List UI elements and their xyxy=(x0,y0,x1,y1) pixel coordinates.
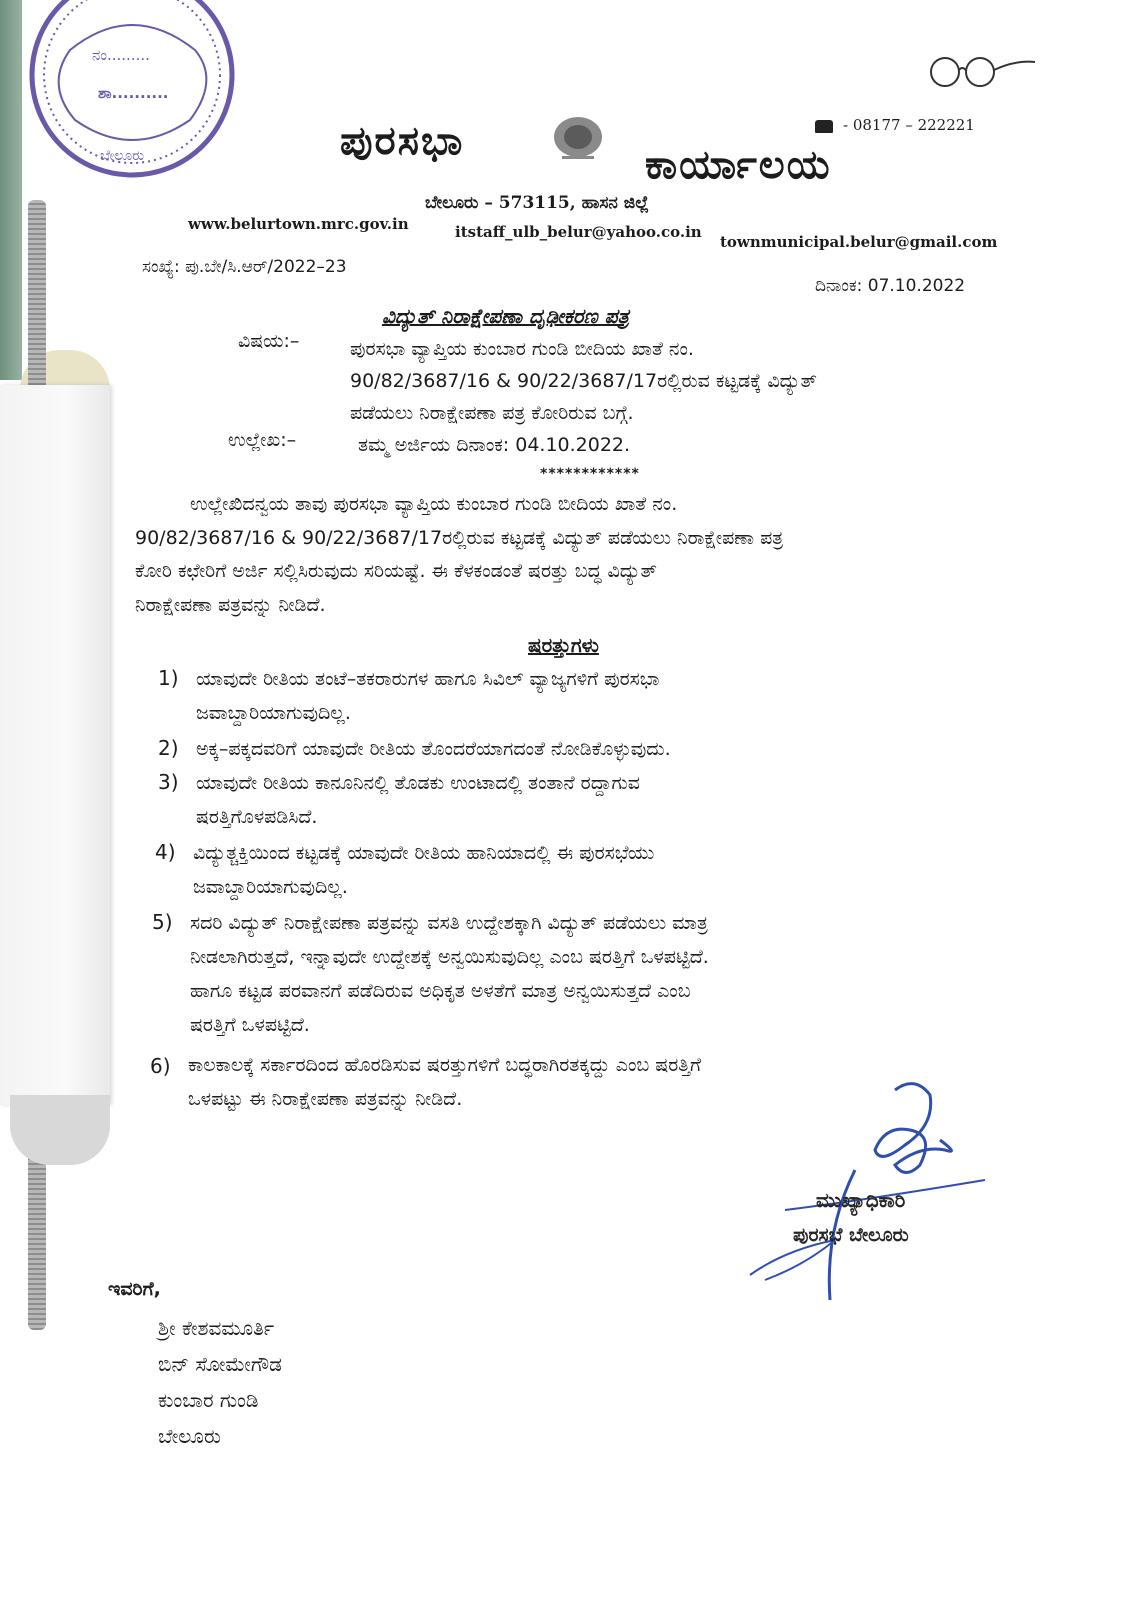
recipient-line: ಬಿನ್ ಸೋಮೇಗೌಡ xyxy=(158,1352,282,1376)
condition-line: ಒಳಪಟ್ಟು ಈ ನಿರಾಕ್ಷೇಪಣಾ ಪತ್ರವನ್ನು ನೀಡಿದೆ. xyxy=(188,1088,463,1110)
office-seal-stamp xyxy=(20,0,245,185)
municipal-emblem-icon xyxy=(548,112,608,162)
condition-line: ಹಾಗೂ ಕಟ್ಟಡ ಪರವಾನಗೆ ಪಡೆದಿರುವ ಅಧಿಕೃತ ಅಳತೆಗೆ ಮಾತ್ರ ಅನ್ವಯಿಸುತ್ತದೆ ಎಂಬ xyxy=(190,980,691,1002)
recipient-label: ಇವರಿಗೆ, xyxy=(108,1278,161,1300)
condition-line: ಕಾಲಕಾಲಕ್ಕೆ ಸರ್ಕಾರದಿಂದ ಹೊರಡಿಸುವ ಷರತ್ತುಗಳಿಗೆ ಬದ್ಧರಾಗಿರತಕ್ಕದ್ದು ಎಂಬ ಷರತ್ತಿಗೆ xyxy=(188,1054,701,1076)
reference-number: ಸಂಖ್ಯೆ: ಪು.ಬೇ/ಸಿ.ಆರ್/2022–23 xyxy=(142,257,347,277)
letter-date: ದಿನಾಂಕ: 07.10.2022 xyxy=(815,276,966,296)
reference-text: ತಮ್ಮ ಅರ್ಜಿಯ ದಿನಾಂಕ: 04.10.2022. xyxy=(358,434,631,456)
condition-number: 2) xyxy=(158,736,179,760)
condition-line: ಅಕ್ಕ–ಪಕ್ಕದವರಿಗೆ ಯಾವುದೇ ರೀತಿಯ ತೊಂದರೆಯಾಗದಂತೆ ನೋಡಿಕೊಳ್ಳುವುದು. xyxy=(196,738,671,760)
spectacles-icon xyxy=(920,50,1040,90)
file-clip-bottom xyxy=(10,1095,110,1165)
condition-line: ನೀಡಲಾಗಿರುತ್ತದೆ, ಇನ್ನಾವುದೇ ಉದ್ದೇಶಕ್ಕೆ ಅನ್ವಯಿಸುವುದಿಲ್ಲ ಎಂಬ ಷರತ್ತಿಗೆ ಒಳಪಟ್ಟಿದೆ. xyxy=(190,946,709,968)
header-website: www.belurtown.mrc.gov.in xyxy=(188,215,409,233)
header-phone: - 08177 – 222221 xyxy=(815,116,975,134)
condition-line: ಜವಾಬ್ದಾರಿಯಾಗುವುದಿಲ್ಲ. xyxy=(193,876,348,898)
condition-line: ಷರತ್ತಿಗೆ ಒಳಪಟ್ಟಿದೆ. xyxy=(190,1014,310,1036)
subject-line: ಪಡೆಯಲು ನಿರಾಕ್ಷೇಪಣಾ ಪತ್ರ ಕೋರಿರುವ ಬಗ್ಗೆ. xyxy=(350,402,634,424)
signatory-designation: ಮುಖ್ಯಾಧಿಕಾರಿ xyxy=(816,1188,906,1212)
header-address: ಬೇಲೂರು – 573115, ಹಾಸನ ಜಿಲ್ಲೆ xyxy=(425,193,649,213)
body-line: 90/82/3687/16 & 90/22/3687/17ರಲ್ಲಿರುವ ಕಟ್ಟಡಕ್ಕೆ ವಿದ್ಯುತ್ ಪಡೆಯಲು ನಿರಾಕ್ಷೇಪಣಾ ಪತ್ರ xyxy=(135,527,784,549)
condition-line: ಜವಾಬ್ದಾರಿಯಾಗುವುದಿಲ್ಲ. xyxy=(196,702,351,724)
body-line: ನಿರಾಕ್ಷೇಪಣಾ ಪತ್ರವನ್ನು ನೀಡಿದೆ. xyxy=(135,594,326,616)
subject-line: ಪುರಸಭಾ ವ್ಯಾಪ್ತಿಯ ಕುಂಬಾರ ಗುಂಡಿ ಬೀದಿಯ ಖಾತೆ ನಂ. xyxy=(350,338,694,360)
condition-number: 5) xyxy=(152,910,173,934)
condition-line: ವಿದ್ಯುತ್ಚಕ್ತಿಯಿಂದ ಕಟ್ಟಡಕ್ಕೆ ಯಾವುದೇ ರೀತಿಯ ಹಾನಿಯಾದಲ್ಲಿ ಈ ಪುರಸಭೆಯು xyxy=(193,842,655,864)
condition-line: ಷರತ್ತಿಗೊಳಪಡಿಸಿದೆ. xyxy=(196,806,318,828)
condition-number: 4) xyxy=(155,840,176,864)
body-line: ಉಲ್ಲೇಖಿದನ್ವಯ ತಾವು ಪುರಸಭಾ ವ್ಯಾಪ್ತಿಯ ಕುಂಬಾರ ಗುಂಡಿ ಬೀದಿಯ ಖಾತೆ ನಂ. xyxy=(190,493,678,515)
svg-text:ನಂ.........: ನಂ......... xyxy=(92,46,150,64)
header-org-left: ಪುರಸಭಾ xyxy=(340,118,465,164)
subject-line: 90/82/3687/16 & 90/22/3687/17ರಲ್ಲಿರುವ ಕಟ್ಟಡಕ್ಕೆ ವಿದ್ಯುತ್ xyxy=(350,370,817,392)
body-line: ಕೋರಿ ಕಛೇರಿಗೆ ಅರ್ಜಿ ಸಲ್ಲಿಸಿರುವುದು ಸರಿಯಷ್ಟೆ. ಈ ಕೆಳಕಂಡಂತೆ ಷರತ್ತು ಬದ್ಧ ವಿದ್ಯುತ್ xyxy=(135,560,657,582)
letter-title: ವಿದ್ಯುತ್ ನಿರಾಕ್ಷೇಪಣಾ ದೃಢೀಕರಣ ಪತ್ರ xyxy=(382,304,629,328)
condition-line: ಯಾವುದೇ ರೀತಿಯ ಕಾನೂನಿನಲ್ಲಿ ತೊಡಕು ಉಂಟಾದಲ್ಲಿ ತಂತಾನೆ ರದ್ದಾಗುವ xyxy=(196,772,640,794)
recipient-line: ಶ್ರೀ ಕೇಶವಮೂರ್ತಿ xyxy=(158,1316,275,1340)
header-email-1: itstaff_ulb_belur@yahoo.co.in xyxy=(455,223,702,241)
recipient-line: ಬೇಲೂರು xyxy=(158,1424,221,1448)
svg-text:ಶಾ..........: ಶಾ.......... xyxy=(98,84,169,102)
separator: ************ xyxy=(540,466,640,482)
condition-line: ಸದರಿ ವಿದ್ಯುತ್ ನಿರಾಕ್ಷೇಪಣಾ ಪತ್ರವನ್ನು ವಸತಿ ಉದ್ದೇಶಕ್ಕಾಗಿ ವಿದ್ಯುತ್ ಪಡೆಯಲು ಮಾತ್ರ xyxy=(190,912,708,934)
header-email-2: townmunicipal.belur@gmail.com xyxy=(720,233,998,251)
signatory-office: ಪುರಸಭೆ ಬೇಲೂರು xyxy=(793,1224,909,1246)
condition-line: ಯಾವುದೇ ರೀತಿಯ ತಂಟೆ–ತಕರಾರುಗಳ ಹಾಗೂ ಸಿವಿಲ್ ವ್ಯಾಜ್ಯಗಳಿಗೆ ಪುರಸಭಾ xyxy=(196,668,660,690)
condition-number: 3) xyxy=(158,770,179,794)
condition-number: 6) xyxy=(150,1054,171,1078)
subject-label: ವಿಷಯ:– xyxy=(238,330,300,352)
phone-icon xyxy=(815,120,833,133)
reference-label: ಉಲ್ಲೇಖ:– xyxy=(228,429,297,451)
conditions-heading: ಷರತ್ತುಗಳು xyxy=(528,633,599,657)
header-org-right: ಕಾರ್ಯಾಲಯ xyxy=(645,142,832,188)
svg-text:ಬೇಲೂರು: ಬೇಲೂರು xyxy=(100,148,145,164)
rolled-paper xyxy=(0,385,110,1105)
condition-number: 1) xyxy=(158,666,179,690)
background-green-strip xyxy=(0,0,22,380)
recipient-line: ಕುಂಬಾರ ಗುಂಡಿ xyxy=(158,1388,259,1412)
